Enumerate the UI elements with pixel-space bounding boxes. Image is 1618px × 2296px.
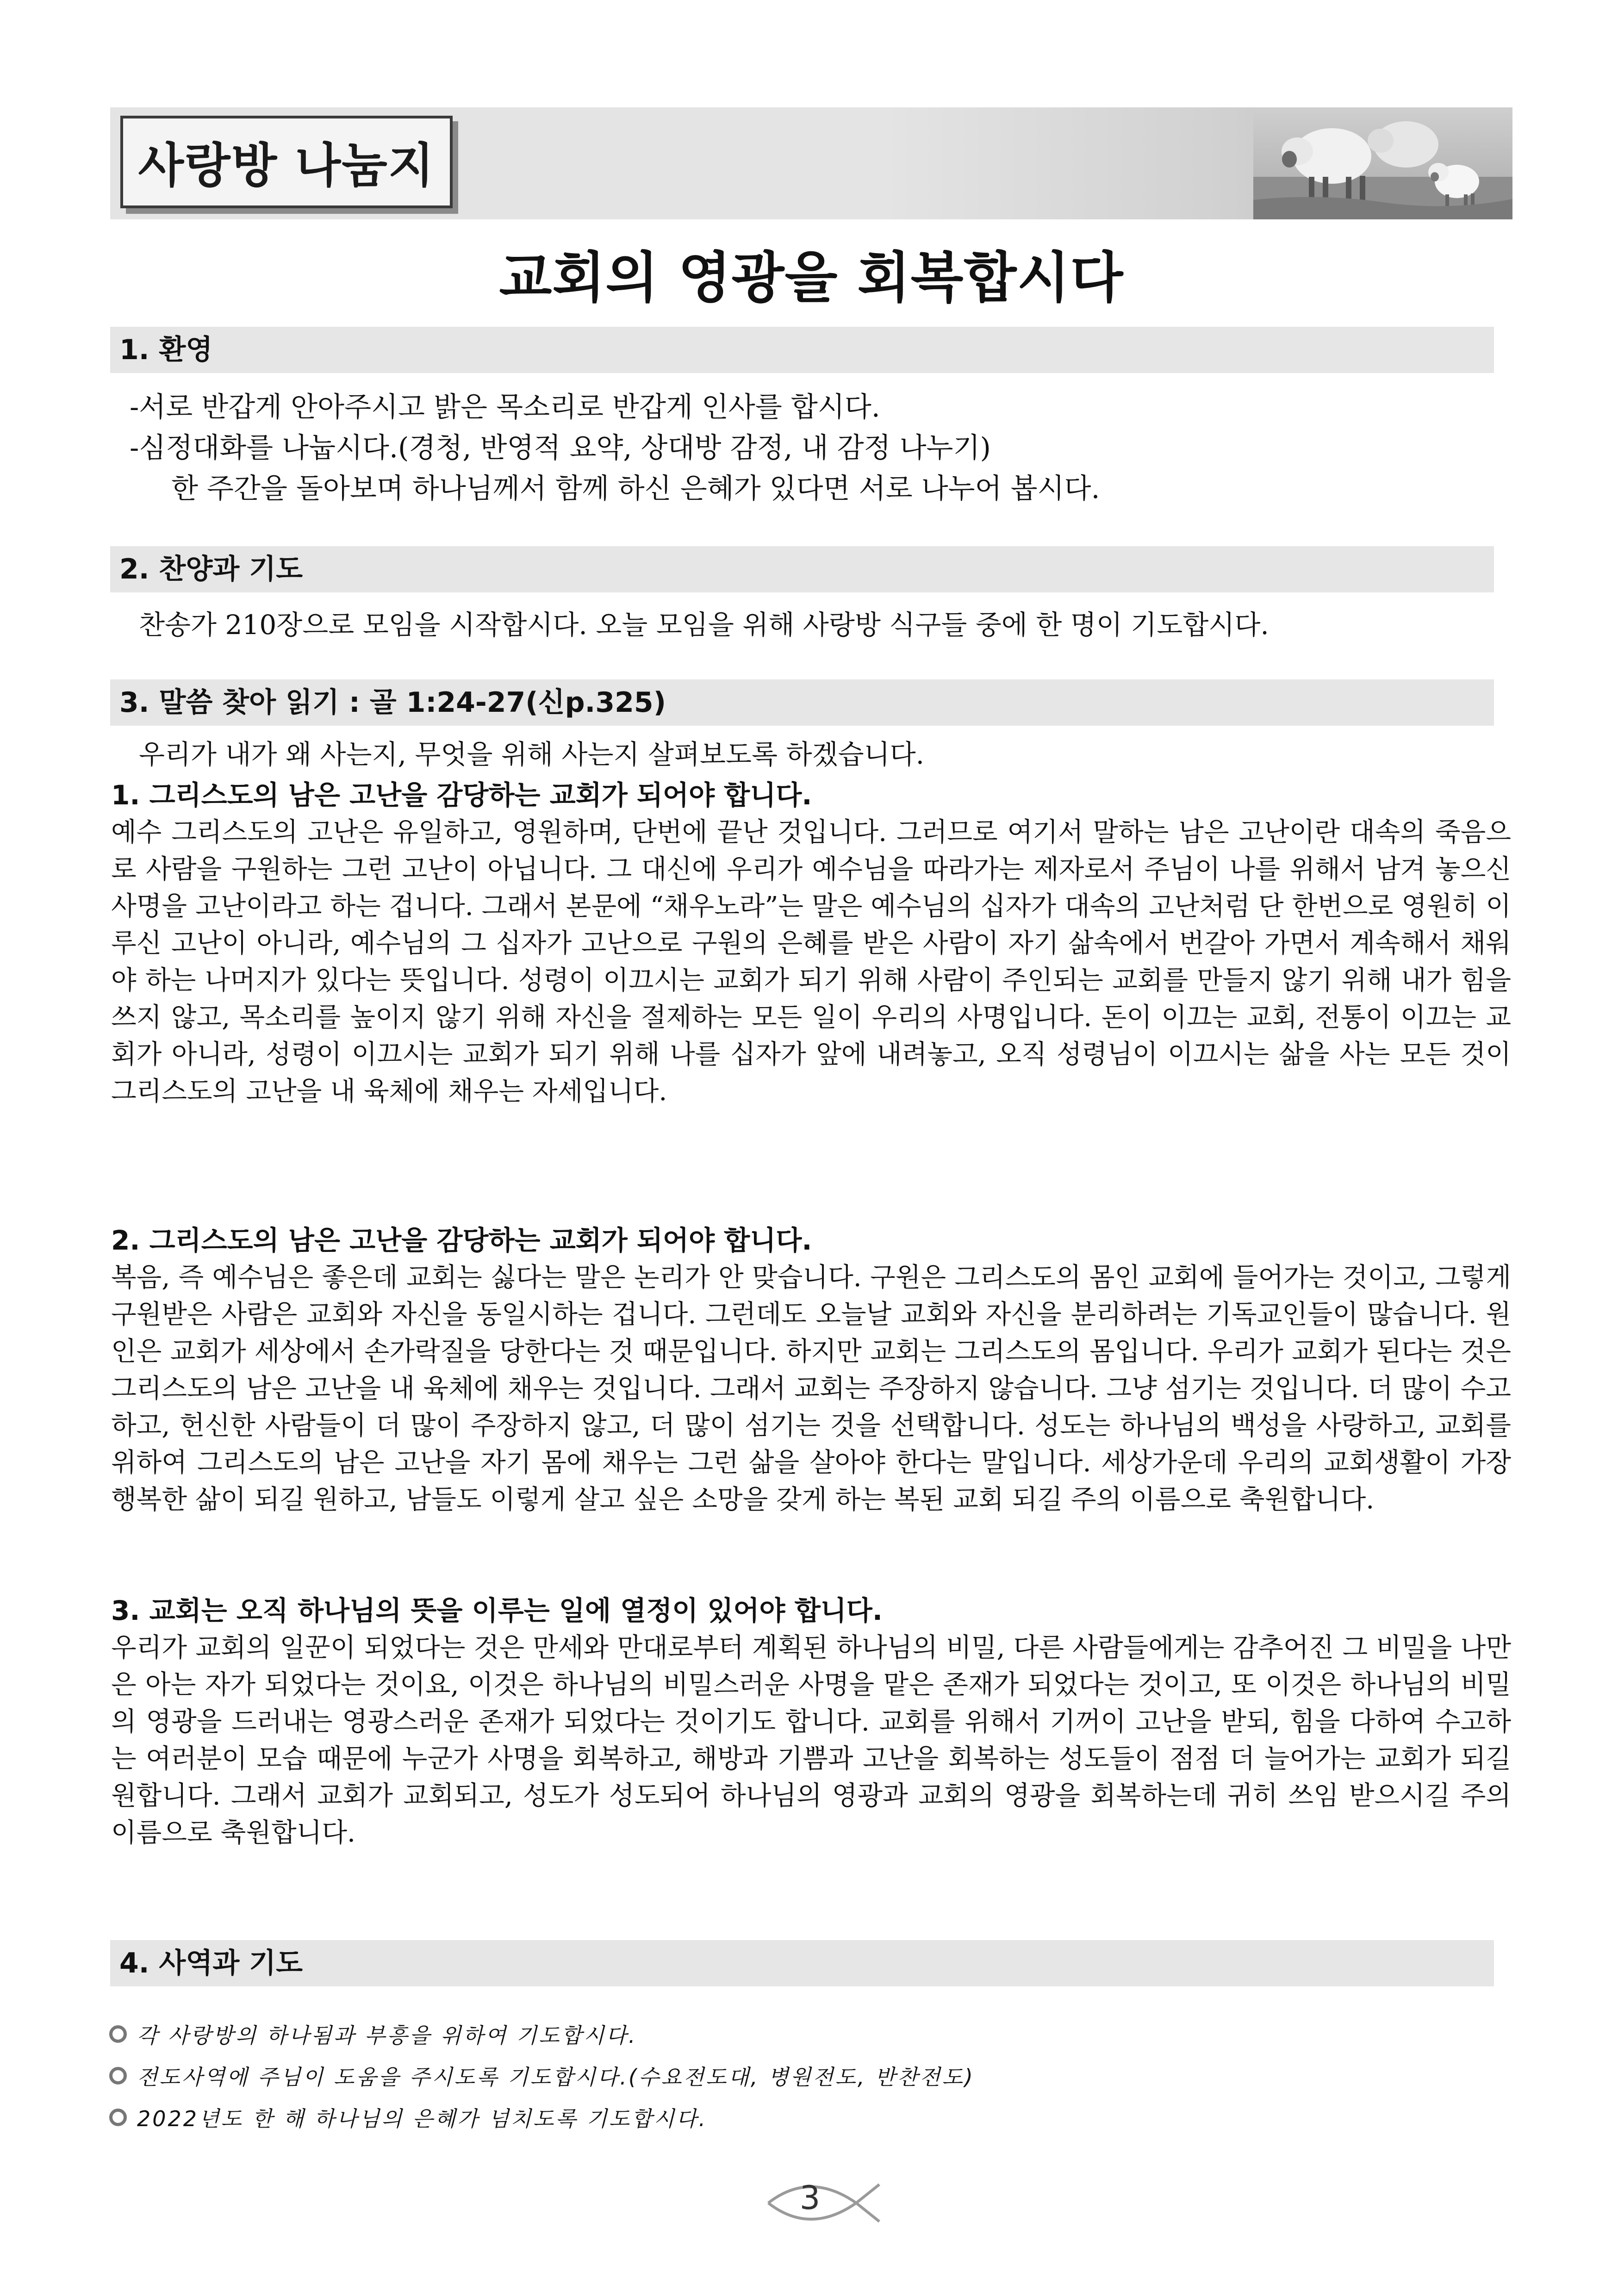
prayer-item-text: 2022년도 한 해 하나님의 은혜가 넘치도록 기도합시다. xyxy=(137,2106,708,2131)
scripture-point-2 xyxy=(111,1222,1511,1518)
scripture-point-3 xyxy=(111,1592,1511,1851)
praise-text: 찬송가 210장으로 모임을 시작합시다. 오늘 모임을 위해 사랑방 식구들 중에 한 명이 기도합시다. xyxy=(139,609,1269,641)
bullet-icon xyxy=(109,2067,127,2084)
point-title: 3. 교회는 오직 하나님의 뜻을 이루는 일에 열정이 있어야 합니다. xyxy=(111,1595,883,1626)
prayer-item xyxy=(109,2019,637,2049)
prayer-item-text: 각 사랑방의 하나됨과 부흥을 위하여 기도합시다. xyxy=(137,2023,637,2048)
point-body: 예수 그리스도의 고난은 유일하고, 영원하며, 단번에 끝난 것입니다. 그러므로 여기서 말하는 남은 고난이란 대속의 죽음으로 사람을 구원하는 그런 고난이 아닙니다. 그 대신에 우리가 예수님을 따라가는 제자로서 주님이 나를 위해서 남겨 놓으신 사명을 고난이라고 하는 겁니다. 그래서 본문에 “채우노라”는 말은 예수님의 십자가 대속의 고난처럼 단 한번으로 영원히 이루신 고난이 아니라, 예수님의 그 십자가 고난으로 구원의 은혜를 받은 사람이 자기 삶속에서 번갈아 가면서 계속해서 채워야 하는 나머지가 있다는 뜻입니다. 성령이 이끄시는 교회가 되기 위해 사람이 주인되는 교회를 만들지 않기 위해 내가 힘을 쓰지 않고, 목소리를 높이지 않기 위해 자신을 절제하는 모든 일이 우리의 사명입니다. 돈이 이끄는 교회, 전통이 이끄는 교회가 아니라, 성령이 이끄시는 교회가 되기 위해 나를 십자가 앞에 내려놓고, 오직 성령님이 이끄시는 삶을 사는 모든 것이 그리스도의 고난을 내 육체에 채우는 자세입니다. xyxy=(111,817,1511,1107)
point-body: 복음, 즉 예수님은 좋은데 교회는 싫다는 말은 논리가 안 맞습니다. 구원은 그리스도의 몸인 교회에 들어가는 것이고, 그렇게 구원받은 사람은 교회와 자신을 동일시하는 겁니다. 그런데도 오늘날 교회와 자신을 분리하려는 기독교인들이 많습니다. 원인은 교회가 세상에서 손가락질을 당한다는 것 때문입니다. 하지만 교회는 그리스도의 몸입니다. 우리가 교회가 된다는 것은 그리스도의 남은 고난을 내 육체에 채우는 것입니다. 그래서 교회는 주장하지 않습니다. 그냥 섬기는 것입니다. 더 많이 수고하고, 헌신한 사람들이 더 많이 주장하지 않고, 더 많이 섬기는 것을 선택합니다. 성도는 하나님의 백성을 사랑하고, 교회를 위하여 그리스도의 남은 고난을 자기 몸에 채우는 그런 삶을 살아야 한다는 말입니다. 세상가운데 우리의 교회생활이 가장 행복한 삶이 되길 원하고, 남들도 이렇게 살고 싶은 소망을 갖게 하는 복된 교회 되길 주의 이름으로 축원합니다. xyxy=(111,1262,1511,1515)
prayer-item xyxy=(109,2102,707,2133)
welcome-line-3: 한 주간을 돌아보며 하나님께서 함께 하신 은혜가 있다면 서로 나누어 봅시다. xyxy=(171,473,1100,505)
section-heading-scripture: 3. 말씀 찾아 읽기 : 골 1:24-27(신p.325) xyxy=(110,679,1494,726)
point-title: 1. 그리스도의 남은 고난을 감당하는 교회가 되어야 합니다. xyxy=(111,779,812,811)
section-heading-ministry: 4. 사역과 기도 xyxy=(110,1940,1494,1986)
prayer-item xyxy=(109,2060,975,2091)
bullet-icon xyxy=(109,2109,127,2126)
section-heading-welcome: 1. 환영 xyxy=(110,327,1494,373)
page-title: 교회의 영광을 회복합시다 xyxy=(499,246,1124,310)
scripture-point-1 xyxy=(111,777,1511,1110)
bullet-icon xyxy=(109,2025,127,2043)
section-heading-praise: 2. 찬양과 기도 xyxy=(110,546,1494,592)
welcome-line-2: -심정대화를 나눕시다.(경청, 반영적 요약, 상대방 감정, 내 감정 나누기) xyxy=(130,432,991,464)
prayer-item-text: 전도사역에 주님이 도움을 주시도록 기도합시다.(수요전도대, 병원전도, 반찬전도) xyxy=(137,2065,975,2090)
page-number xyxy=(764,2171,884,2235)
sheep-photo xyxy=(1253,107,1512,219)
welcome-line-1: -서로 반갑게 안아주시고 밝은 목소리로 반갑게 인사를 합시다. xyxy=(130,391,880,423)
point-body: 우리가 교회의 일꾼이 되었다는 것은 만세와 만대로부터 계획된 하나님의 비밀, 다른 사람들에게는 감추어진 그 비밀을 나만은 아는 자가 되었다는 것이요, 이것은 하나님의 비밀스러운 사명을 맡은 존재가 되었다는 것이고, 또 이것은 하나님의 비밀의 영광을 드러내는 영광스러운 존재가 되었다는 것이기도 합니다. 교회를 위해서 기꺼이 고난을 받되, 힘을 다하여 수고하는 여러분이 모습 때문에 누군가 사명을 회복하고, 해방과 기쁨과 고난을 회복하는 성도들이 점점 더 늘어가는 교회가 되길 원합니다. 그래서 교회가 교회되고, 성도가 성도되어 하나님의 영광과 교회의 영광을 회복하는데 귀히 쓰임 받으시길 주의 이름으로 축원합니다. xyxy=(111,1632,1511,1848)
point-title: 2. 그리스도의 남은 고난을 감당하는 교회가 되어야 합니다. xyxy=(111,1225,812,1256)
page-number-text: 3 xyxy=(799,2179,821,2217)
scripture-intro: 우리가 내가 왜 사는지, 무엇을 위해 사는지 살펴보도록 하겠습니다. xyxy=(139,739,925,770)
section-label: 사랑방 나눔지 xyxy=(120,116,453,208)
